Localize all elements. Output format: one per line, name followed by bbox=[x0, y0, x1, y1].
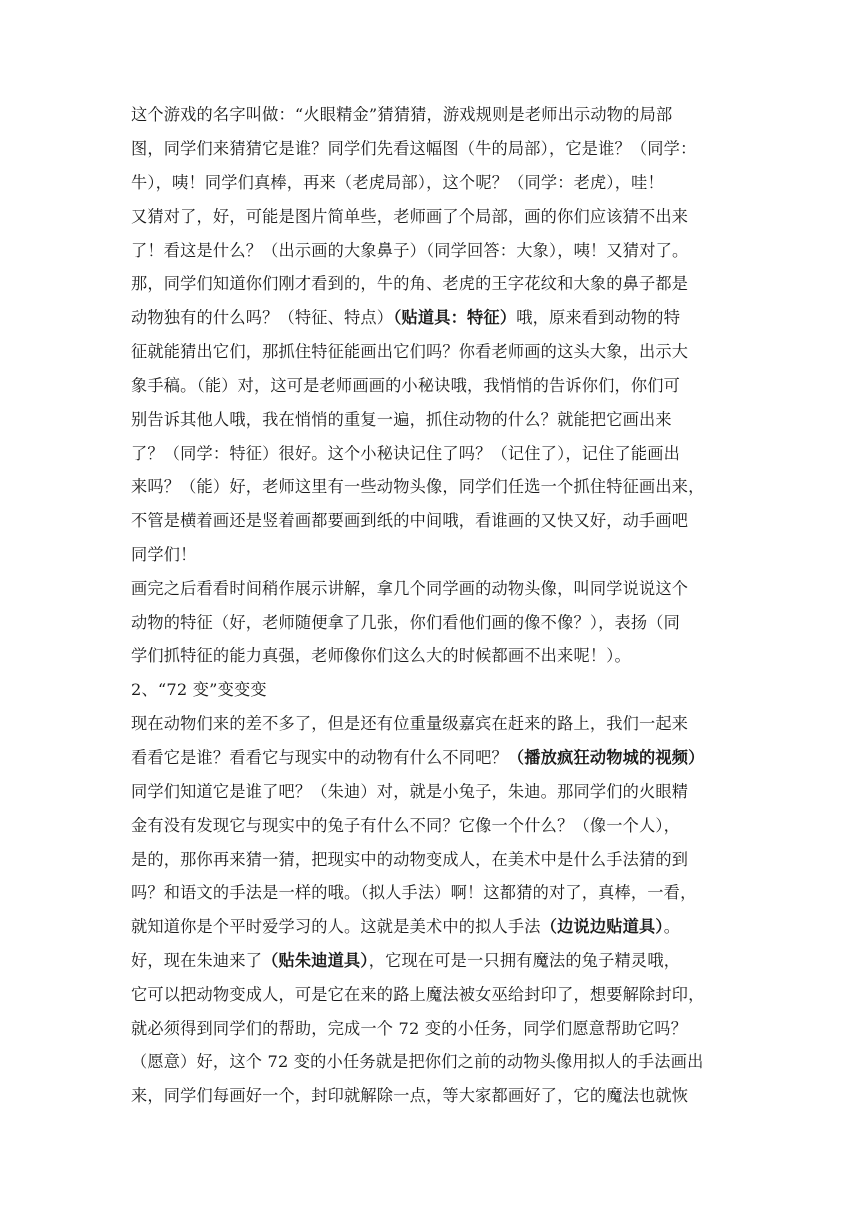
text-line bbox=[131, 206, 731, 228]
text-line bbox=[131, 882, 731, 904]
text-span: 别告诉其他人哦，我在悄悄的重复一遍，抓住动物的什么？就能把它画出来 bbox=[131, 410, 672, 429]
text-line bbox=[131, 240, 731, 262]
text-line bbox=[131, 307, 731, 329]
text-span: （愿意）好，这个 72 变的小任务就是把你们之前的动物头像用拟人的手法画出 bbox=[131, 1052, 704, 1071]
text-line bbox=[131, 443, 731, 465]
text-span: 。 bbox=[663, 917, 681, 936]
text-span: 来，同学们每画好一个，封印就解除一点，等大家都画好了，它的魔法也就恢 bbox=[131, 1086, 689, 1105]
text-line bbox=[131, 273, 731, 295]
bold-text: （播放疯狂动物城的视频） bbox=[507, 748, 705, 767]
text-span: 了！看这是什么？（出示画的大象鼻子）（同学回答：大象），咦！又猜对了。 bbox=[131, 241, 689, 260]
text-span: 那，同学们知道你们刚才看到的，牛的角、老虎的王字花纹和大象的鼻子都是 bbox=[131, 274, 689, 293]
text-span: 金有没有发现它与现实中的兔子有什么不同？它像一个什么？（像一个人）， bbox=[131, 816, 681, 835]
text-span: 同学们！ bbox=[131, 545, 197, 564]
text-span: 吗？和语文的手法是一样的哦。（拟人手法）啊！这都猜的对了，真棒，一看， bbox=[131, 883, 697, 902]
text-span: 现在动物们来的差不多了，但是还有位重量级嘉宾在赶来的路上，我们一起来 bbox=[131, 714, 689, 733]
text-line bbox=[131, 1085, 731, 1107]
text-span: 又猜对了，好，可能是图片简单些，老师画了个局部，画的你们应该猜不出来 bbox=[131, 207, 689, 226]
text-span: 学们抓特征的能力真强，老师像你们这么大的时候都画不出来呢！）。 bbox=[131, 646, 631, 665]
text-line bbox=[131, 747, 731, 769]
text-line bbox=[131, 1051, 731, 1073]
text-line bbox=[131, 476, 731, 498]
bold-text: （贴道具：特征） bbox=[393, 308, 517, 327]
text-line bbox=[131, 916, 731, 938]
text-line bbox=[131, 578, 731, 600]
text-span: 象手稿。（能）对，这可是老师画画的小秘诀哦，我悄悄的告诉你们，你们可 bbox=[131, 376, 681, 395]
text-span: 这个游戏的名字叫做：“火眼精金”猜猜猜，游戏规则是老师出示动物的局部 bbox=[131, 105, 673, 124]
bold-text: （边说边贴道具） bbox=[540, 917, 664, 936]
text-line bbox=[131, 815, 731, 837]
text-span: ，它现在可是一只拥有魔法的兔子精灵哦， bbox=[368, 951, 681, 970]
text-line bbox=[131, 409, 731, 431]
text-span: 图，同学们来猜猜它是谁？同学们先看这幅图（牛的局部），它是谁？（同学： bbox=[131, 139, 697, 158]
text-span: 画完之后看看时间稍作展示讲解，拿几个同学画的动物头像，叫同学说说这个 bbox=[131, 579, 689, 598]
text-span: 就知道你是个平时爱学习的人。这就是美术中的拟人手法 bbox=[131, 917, 541, 936]
text-span: 它可以把动物变成人，可是它在来的路上魔法被女巫给封印了，想要解除封印， bbox=[131, 985, 705, 1004]
text-span: 是的，那你再来猜一猜，把现实中的动物变成人，在美术中是什么手法猜的到 bbox=[131, 850, 689, 869]
text-line bbox=[131, 510, 731, 532]
text-line bbox=[131, 950, 731, 972]
text-span: 好，现在朱迪来了 bbox=[131, 951, 263, 970]
text-line bbox=[131, 781, 731, 803]
text-span: 看看它是谁？看看它与现实中的动物有什么不同吧？ bbox=[131, 748, 508, 767]
text-line bbox=[131, 849, 731, 871]
bold-text: （贴朱迪道具） bbox=[262, 951, 369, 970]
text-line bbox=[131, 544, 731, 566]
text-line bbox=[131, 375, 731, 397]
text-line bbox=[131, 1018, 731, 1040]
text-line bbox=[131, 645, 731, 667]
text-span: 来吗？（能）好，老师这里有一些动物头像，同学们任选一个抓住特征画出来， bbox=[131, 477, 705, 496]
text-line bbox=[131, 984, 731, 1006]
text-span: 哦，原来看到动物的特 bbox=[516, 308, 681, 327]
text-span: 动物独有的什么吗？（特征、特点） bbox=[131, 308, 394, 327]
text-line bbox=[131, 341, 731, 363]
text-span: 不管是横着画还是竖着画都要画到纸的中间哦，看谁画的又快又好，动手画吧 bbox=[131, 511, 689, 530]
text-span: 了？（同学：特征）很好。这个小秘诀记住了吗？（记住了），记住了能画出 bbox=[131, 444, 681, 463]
text-span: 动物的特征（好，老师随便拿了几张，你们看他们画的像不像？），表扬（同 bbox=[131, 613, 681, 632]
text-line bbox=[131, 104, 731, 126]
text-line bbox=[131, 138, 731, 160]
text-span: 2、“72 变”变变变 bbox=[131, 680, 267, 699]
text-span: 同学们知道它是谁了吧？（朱迪）对，就是小兔子，朱迪。那同学们的火眼精 bbox=[131, 782, 689, 801]
text-line bbox=[131, 172, 731, 194]
text-line bbox=[131, 679, 731, 701]
text-span: 就必须得到同学们的帮助，完成一个 72 变的小任务，同学们愿意帮助它吗？ bbox=[131, 1019, 688, 1038]
text-span: 征就能猜出它们，那抓住特征能画出它们吗？你看老师画的这头大象，出示大 bbox=[131, 342, 689, 361]
text-span: 牛），咦！同学们真棒，再来（老虎局部），这个呢？（同学：老虎），哇！ bbox=[131, 173, 664, 192]
text-line bbox=[131, 612, 731, 634]
text-line bbox=[131, 713, 731, 735]
